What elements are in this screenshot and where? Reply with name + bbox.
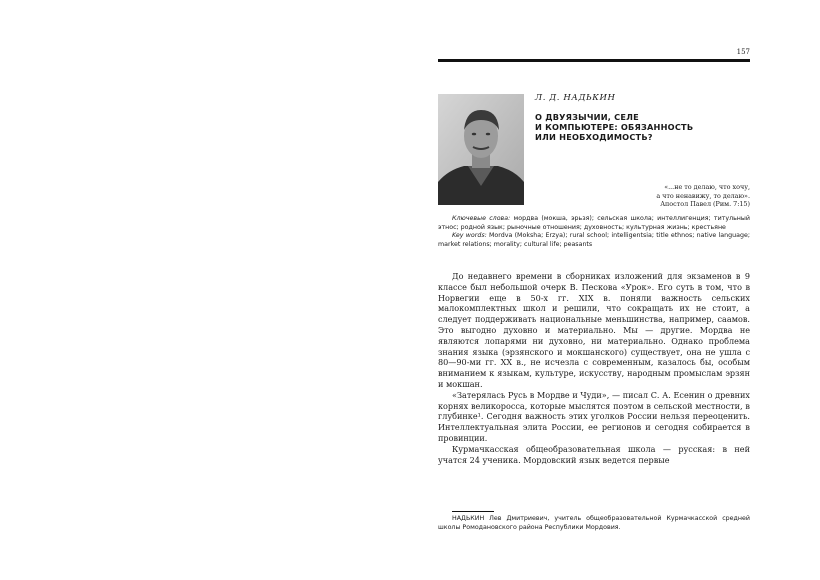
keywords-block [438, 215, 750, 249]
keywords-en-label: Key words: [452, 232, 487, 240]
author-footnote [438, 515, 750, 532]
article-title [535, 112, 750, 142]
epigraph [535, 183, 750, 209]
footnote-rule [452, 511, 494, 512]
title-line: О ДВУЯЗЫЧИИ, СЕЛЕ [535, 112, 639, 122]
body-paragraph: Курмачкасская общеобразовательная школа — русская: в ней учатся 24 ученика. Мордовский язык ведется первые [438, 443, 750, 465]
page-number: 157 [736, 48, 750, 56]
epigraph-line: а что ненавижу, то делаю». [656, 191, 750, 200]
article-body [438, 271, 750, 465]
epigraph-line: Апостол Павел (Рим. 7:15) [660, 200, 750, 209]
body-paragraph: «Затерялась Русь в Мордве и Чуди», — писал С. А. Есенин о древних корнях великоросса, которые мыслятся поэтом в сельской местности, в глубинке¹. Сегодня важность этих уголков России нельзя переоценить. Интеллектуальная элита России, ее регионов и сегодня собирается в провинции. [438, 389, 750, 443]
keywords-en [438, 232, 750, 249]
body-paragraph: До недавнего времени в сборниках изложений для экзаменов в 9 классе был небольшой очерк В. Пескова «Урок». Его суть в том, что в Норвегии еще в 50-х гг. XIX в. поняли важность сельских малокомплектных школ и решили, что сокращать их не стоит, а следует поддерживать национальные меньшинства, например, саамов. Это выгодно духовно и материально. Мы — другие. Мордва не являются лопарями ни духовно, ни материально. Однако проблема знания языка (эрзянского и мокшанского) существует, она не ушла с 80—90-ми гг. XX в., не исчезла с современным, казалось бы, особым вниманием к языкам, культуре, искусству, народным промыслам эрзян и мокшан. [438, 271, 750, 389]
footnote-text: НАДЬКИН Лев Дмитриевич, учитель общеобразовательной Курмачкасской средней школы Ромодановского района Республики Мордовия. [438, 515, 750, 531]
keywords-en-text: Mordva (Moksha; Erzya); rural school; intelligentsia; title ethnos; native language; market relations; morality; cultural life; peasants [438, 232, 750, 248]
title-line: И КОМПЬЮТЕРЕ: ОБЯЗАННОСТЬ [535, 122, 694, 132]
author-photo [438, 94, 524, 205]
keywords-ru-text: мордва (мокша, эрьзя); сельская школа; интеллигенция; титульный этнос; родной язык; рыночные отношения; духовность; культурная жизнь; крестьяне [438, 215, 750, 231]
epigraph-line: «...не то делаю, что хочу, [664, 183, 750, 191]
title-line: ИЛИ НЕОБХОДИМОСТЬ? [535, 132, 653, 142]
header-rule [438, 59, 750, 62]
keywords-ru [438, 215, 750, 232]
keywords-ru-label: Ключевые слова: [452, 215, 511, 222]
document-page [438, 40, 750, 560]
author-name: Л. Д. НАДЬКИН [535, 93, 616, 103]
